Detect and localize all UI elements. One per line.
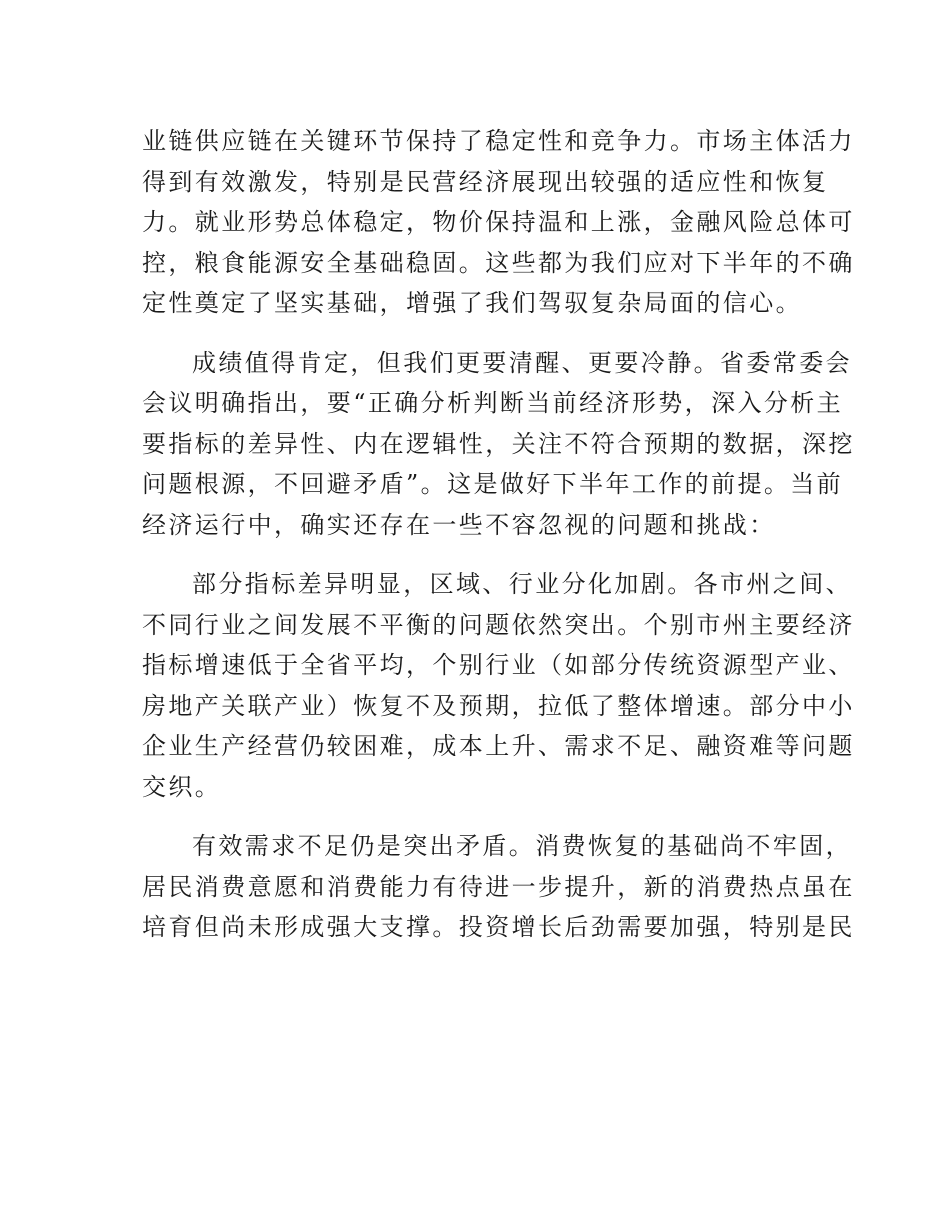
text-line: 部分指标差异明显，区域、行业分化加剧。各市州之间、: [192, 570, 852, 598]
text-line: 控，粮食能源安全基础稳固。这些都为我们应对下半年的不确: [142, 248, 855, 277]
paragraph-achievements-continued: [142, 121, 855, 324]
text-line: 经济运行中，确实还存在一些不容忽视的问题和挑战：: [142, 510, 776, 539]
text-line: 有效需求不足仍是突出矛盾。消费恢复的基础尚不牢固，: [192, 832, 852, 860]
text-line: 得到有效激发，特别是民营经济展现出较强的适应性和恢复: [142, 167, 829, 196]
text-line: 定性奠定了坚实基础，增强了我们驾驭复杂局面的信心。: [142, 289, 802, 317]
text-line: 企业生产经营仍较困难，成本上升、需求不足、融资难等问题: [142, 732, 855, 760]
text-line: 居民消费意愿和消费能力有待进一步提升，新的消费热点虽在: [142, 872, 855, 901]
text-line: 要指标的差异性、内在逻辑性，关注不符合预期的数据，深挖: [142, 429, 855, 458]
text-line: 交织。: [142, 772, 222, 801]
text-line: 会议明确指出，要“正确分析判断当前经济形势，深入分析主: [142, 389, 844, 417]
text-line: 力。就业形势总体稳定，物价保持温和上涨，金融风险总体可: [142, 208, 855, 236]
text-line: 指标增速低于全省平均，个别行业（如部分传统资源型产业、: [142, 651, 855, 679]
paragraph-indicator-divergence: [142, 564, 855, 807]
text-line: 培育但尚未形成强大支撑。投资增长后劲需要加强，特别是民: [142, 913, 855, 941]
text-line: 业链供应链在关键环节保持了稳定性和竞争力。市场主体活力: [142, 127, 855, 155]
paragraph-insufficient-demand: [142, 826, 855, 948]
text-line: 不同行业之间发展不平衡的问题依然突出。个别市州主要经济: [142, 610, 855, 639]
text-line: 成绩值得肯定，但我们更要清醒、更要冷静。省委常委会: [192, 348, 852, 377]
paragraph-stay-sober: [142, 343, 855, 546]
text-line: 问题根源，不回避矛盾”。这是做好下半年工作的前提。当前: [142, 470, 844, 498]
text-line: 房地产关联产业）恢复不及预期，拉低了整体增速。部分中小: [142, 691, 855, 720]
document-body: [142, 121, 855, 967]
